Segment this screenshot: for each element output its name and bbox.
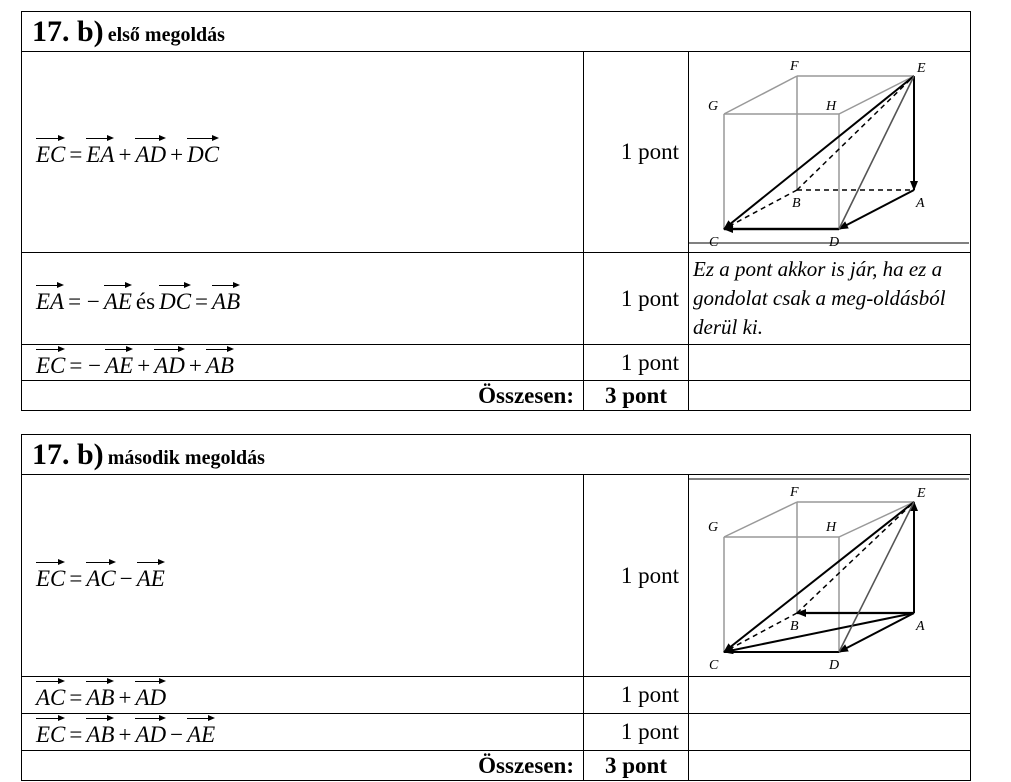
vector-term: AE xyxy=(104,283,132,313)
vertex-label-d: D xyxy=(829,235,840,250)
vector-term: AB xyxy=(206,347,234,377)
empty-cell xyxy=(689,714,971,751)
vertex-label-g: G xyxy=(708,99,719,114)
operator: = xyxy=(69,142,83,167)
operator: + xyxy=(118,722,132,747)
vector-term: AD xyxy=(135,716,166,746)
points-cell: 1 pont xyxy=(584,475,689,677)
vertex-label-f: F xyxy=(790,485,799,500)
vertex-label-a: A xyxy=(916,196,925,211)
vector-term: DC xyxy=(159,283,191,313)
vector-term: EA xyxy=(86,136,114,166)
vector-term: EC xyxy=(36,347,65,377)
vertex-label-a: A xyxy=(916,619,925,634)
solution-1-table xyxy=(21,11,971,411)
cube-figure xyxy=(689,476,969,675)
operator: + xyxy=(118,685,132,710)
expression-cell xyxy=(22,253,584,345)
vertex-label-f: F xyxy=(790,59,799,74)
vector-term: AE xyxy=(137,560,165,590)
vertex-label-h: H xyxy=(826,520,837,535)
vector-term: EC xyxy=(36,716,65,746)
figure-cell xyxy=(689,52,971,253)
operator: = xyxy=(195,288,209,314)
vertex-label-e: E xyxy=(917,486,926,501)
vector-term: EC xyxy=(36,560,65,590)
vertex-label-h: H xyxy=(826,99,837,114)
operator: + xyxy=(137,352,151,378)
vector-term: AC xyxy=(36,679,65,709)
expression-cell xyxy=(22,677,584,714)
operator: + xyxy=(170,142,184,167)
empty-cell xyxy=(689,677,971,714)
note-cell: Ez a pont akkor is jár, ha ez a gondolat csak a meg-oldásból derül ki. xyxy=(689,253,971,345)
total-label: Összesen: xyxy=(22,381,584,411)
points-cell: 1 pont xyxy=(584,345,689,381)
vector-term: AD xyxy=(135,136,166,166)
points-cell: 1 pont xyxy=(584,253,689,345)
vector-term: EC xyxy=(36,136,65,166)
figure-cell xyxy=(689,475,971,677)
operator: = xyxy=(69,722,83,747)
solution-1-header xyxy=(22,12,971,52)
vector-term: EA xyxy=(36,283,64,313)
operator: + xyxy=(188,352,202,378)
total-label: Összesen: xyxy=(22,751,584,781)
points-cell: 1 pont xyxy=(584,52,689,253)
expression-cell xyxy=(22,475,584,677)
vector-term: AE xyxy=(105,347,133,377)
solution-title: második megoldás xyxy=(107,446,265,469)
vector-term: AB xyxy=(212,283,240,313)
empty-cell xyxy=(689,751,971,781)
solution-2-header xyxy=(22,435,971,475)
problem-number: 17. b) xyxy=(32,14,104,48)
connective-word: és xyxy=(135,288,156,314)
operator: = xyxy=(69,565,83,591)
vector-term: AB xyxy=(86,679,114,709)
total-points: 3 pont xyxy=(584,751,689,781)
operator: − xyxy=(119,565,133,591)
expression-cell xyxy=(22,345,584,381)
points-cell: 1 pont xyxy=(584,714,689,751)
vertex-label-b: B xyxy=(792,196,801,211)
problem-number: 17. b) xyxy=(32,437,104,471)
vector-term: AB xyxy=(86,716,114,746)
points-cell: 1 pont xyxy=(584,677,689,714)
vertex-label-c: C xyxy=(709,658,719,673)
solution-title: első megoldás xyxy=(107,23,225,46)
expression-cell xyxy=(22,714,584,751)
expression-cell xyxy=(22,52,584,253)
vector-term: DC xyxy=(187,136,219,166)
vertex-label-c: C xyxy=(709,235,719,250)
solution-2-table xyxy=(21,434,971,781)
cube-figure xyxy=(689,53,969,251)
vertex-label-e: E xyxy=(917,61,926,76)
vertex-label-b: B xyxy=(790,619,799,634)
vector-term: AE xyxy=(187,716,215,746)
empty-cell xyxy=(689,381,971,411)
total-points: 3 pont xyxy=(584,381,689,411)
operator: = xyxy=(69,685,83,710)
operator: = − xyxy=(69,352,102,378)
vector-term: AD xyxy=(154,347,185,377)
vector-term: AD xyxy=(135,679,166,709)
empty-cell xyxy=(689,345,971,381)
operator: = − xyxy=(68,288,100,314)
vertex-label-d: D xyxy=(829,658,840,673)
vertex-label-g: G xyxy=(708,520,719,535)
operator: − xyxy=(170,722,184,747)
vector-term: AC xyxy=(86,560,115,590)
operator: + xyxy=(118,142,132,167)
